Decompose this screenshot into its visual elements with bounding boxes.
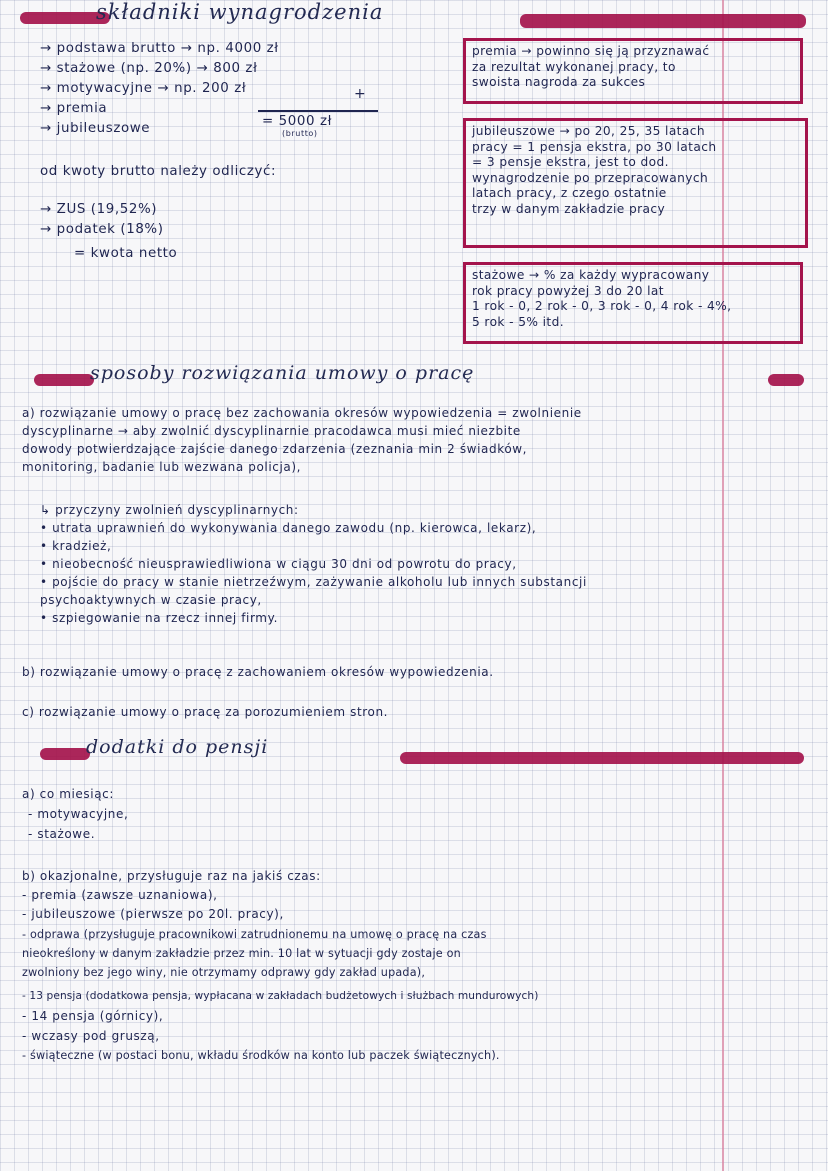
box-line: 1 rok - 0, 2 rok - 0, 3 rok - 0, 4 rok - 4%, bbox=[472, 299, 732, 314]
heading-text: sposoby rozwiązania umowy o pracę bbox=[90, 362, 475, 384]
box-line: jubileuszowe → po 20, 25, 35 latach bbox=[472, 124, 705, 138]
net-amount: = kwota netto bbox=[74, 246, 178, 261]
reason-item: • kradzież, bbox=[40, 539, 112, 553]
occasional-item: - 14 pensja (górnicy), bbox=[22, 1009, 164, 1023]
occasional-item: - 13 pensja (dodatkowa pensja, wypłacana w zakładach budżetowych i służbach mundurowych) bbox=[22, 990, 539, 1002]
box-jubilee bbox=[463, 118, 808, 248]
plus-sign: + bbox=[354, 86, 366, 102]
termination-a-line1: a) rozwiązanie umowy o pracę bez zachowania okresów wypowiedzenia = zwolnienie bbox=[22, 406, 582, 420]
termination-a-line4: monitoring, badanie lub wezwana policja), bbox=[22, 460, 302, 474]
box-line: rok pracy powyżej 3 do 20 lat bbox=[472, 283, 664, 298]
reason-item-continued: psychoaktywnych w czasie pracy, bbox=[40, 593, 262, 607]
component-seniority: → stażowe (np. 20%) → 800 zł bbox=[40, 61, 258, 76]
box-line: latach pracy, z czego ostatnie bbox=[472, 186, 667, 201]
reason-item: • szpiegowanie na rzecz innej firmy. bbox=[40, 611, 278, 625]
reason-item: • utrata uprawnień do wykonywania danego zawodu (np. kierowca, lekarz), bbox=[40, 521, 537, 535]
box-line: stażowe → % za każdy wypracowany bbox=[472, 268, 710, 282]
box-line: wynagrodzenie po przepracowanych bbox=[472, 170, 709, 185]
heading-text: składniki wynagrodzenia bbox=[96, 0, 384, 24]
deductions-intro: od kwoty brutto należy odliczyć: bbox=[40, 164, 277, 179]
box-line: = 3 pensje ekstra, jest to dod. bbox=[472, 155, 669, 170]
monthly-title: a) co miesiąc: bbox=[22, 787, 114, 801]
component-jubilee: → jubileuszowe bbox=[40, 121, 151, 136]
box-line: trzy w danym zakładzie pracy bbox=[472, 201, 666, 216]
box-seniority bbox=[463, 262, 803, 344]
termination-c: c) rozwiązanie umowy o pracę za porozumieniem stron. bbox=[22, 705, 389, 719]
deduction-tax: → podatek (18%) bbox=[40, 222, 164, 237]
box-line: 5 rok - 5% itd. bbox=[472, 314, 565, 329]
occasional-item-continued: zwolniony bez jego winy, nie otrzymamy odprawy gdy zakład upada), bbox=[22, 966, 426, 979]
termination-b: b) rozwiązanie umowy o pracę z zachowaniem okresów wypowiedzenia. bbox=[22, 665, 494, 679]
box-line: pracy = 1 pensja ekstra, po 30 latach bbox=[472, 139, 717, 154]
box-line: swoista nagroda za sukces bbox=[472, 75, 646, 90]
box-premia bbox=[463, 38, 803, 104]
sum-total: = 5000 zł bbox=[262, 114, 333, 129]
deduction-zus: → ZUS (19,52%) bbox=[40, 202, 158, 217]
reason-item: • nieobecność nieusprawiedliwiona w ciągu 30 dni od powrotu do pracy, bbox=[40, 557, 517, 571]
component-bonus: → premia bbox=[40, 101, 108, 116]
component-motivational: → motywacyjne → np. 200 zł bbox=[40, 81, 247, 96]
occasional-title: b) okazjonalne, przysługuje raz na jakiś czas: bbox=[22, 869, 321, 883]
heading-bonuses bbox=[0, 736, 828, 764]
occasional-item: - odprawa (przysługuje pracownikowi zatrudnionemu na umowę o pracę na czas bbox=[22, 928, 487, 941]
sum-line bbox=[258, 110, 378, 112]
reasons-title: ↳ przyczyny zwolnień dyscyplinarnych: bbox=[40, 503, 299, 517]
occasional-item: - świąteczne (w postaci bonu, wkładu środków na konto lub paczek świątecznych). bbox=[22, 1049, 500, 1062]
component-base: → podstawa brutto → np. 4000 zł bbox=[40, 41, 279, 56]
box-line: za rezultat wykonanej pracy, to bbox=[472, 59, 676, 74]
heading-termination bbox=[0, 362, 828, 390]
box-line: premia → powinno się ją przyznawać bbox=[472, 44, 710, 58]
reason-item: • pojście do pracy w stanie nietrzeźwym, zażywanie alkoholu lub innych substancji bbox=[40, 575, 587, 589]
monthly-item: - motywacyjne, bbox=[28, 807, 129, 821]
occasional-item: - jubileuszowe (pierwsze po 20l. pracy), bbox=[22, 907, 284, 921]
termination-a-line3: dowody potwierdzające zajście danego zdarzenia (zeznania min 2 świadków, bbox=[22, 442, 528, 456]
heading-text: dodatki do pensji bbox=[86, 736, 269, 758]
occasional-item: - premia (zawsze uznaniowa), bbox=[22, 888, 218, 902]
monthly-item: - stażowe. bbox=[28, 827, 96, 841]
termination-a-line2: dyscyplinarne → aby zwolnić dyscyplinarnie pracodawca musi mieć niezbite bbox=[22, 424, 521, 438]
sum-note: (brutto) bbox=[282, 129, 318, 138]
heading-salary-components bbox=[0, 0, 828, 28]
occasional-item-continued: nieokreślony w danym zakładzie przez min. 10 lat w sytuacji gdy zostaje on bbox=[22, 947, 461, 960]
occasional-item: - wczasy pod gruszą, bbox=[22, 1029, 160, 1043]
